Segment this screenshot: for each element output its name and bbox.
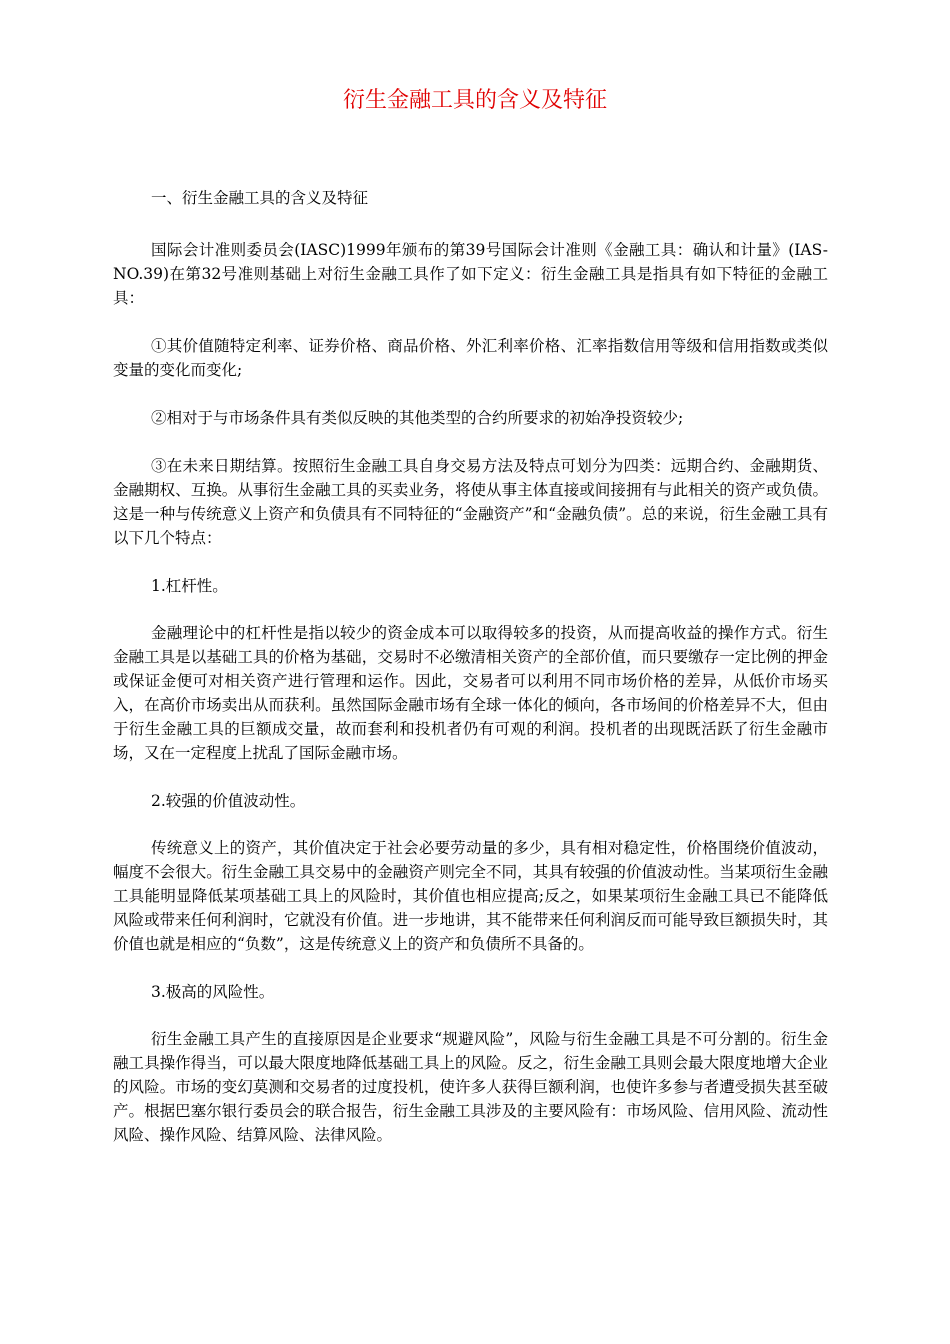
subheading-risk: 3.极高的风险性。 [151,983,275,1001]
feature-item-2: ②相对于与市场条件具有类似反映的其他类型的合约所要求的初始净投资较少; [151,409,684,427]
subheading-leverage: 1.杠杆性。 [151,577,228,595]
feature-item-1: ①其价值随特定利率、证券价格、商品价格、外汇利率价格、汇率指数信用等级和信用指数或类似变量的变化而变化; [113,337,828,379]
volatility-paragraph: 传统意义上的资产，其价值决定于社会必要劳动量的多少，具有相对稳定性，价格围绕价值波动，幅度不会很大。衍生金融工具交易中的金融资产则完全不同，其具有较强的价值波动性。当某项衍生金融工具能明显降低某项基础工具上的风险时，其价值也相应提高;反之，如果某项衍生金融工具已不能降低风险或带来任何利润时，它就没有价值。进一步地讲，其不能带来任何利润反而可能导致巨额损失时，其价值也就是相应的“负数”，这是传统意义上的资产和负债所不具备的。 [113,839,828,953]
document-body [113,186,828,1147]
definition-paragraph: 国际会计准则委员会(IASC)1999年颁布的第39号国际会计准则《金融工具：确认和计量》(IAS-NO.39)在第32号准则基础上对衍生金融工具作了如下定义：衍生金融工具是指具有如下特征的金融工具： [113,241,828,307]
risk-paragraph: 衍生金融工具产生的直接原因是企业要求“规避风险”，风险与衍生金融工具是不可分割的。衍生金融工具操作得当，可以最大限度地降低基础工具上的风险。反之，衍生金融工具则会最大限度地增大企业的风险。市场的变幻莫测和交易者的过度投机，使许多人获得巨额利润，也使许多参与者遭受损失甚至破产。根据巴塞尔银行委员会的联合报告，衍生金融工具涉及的主要风险有：市场风险、信用风险、流动性风险、操作风险、结算风险、法律风险。 [113,1030,828,1144]
section-heading: 一、衍生金融工具的含义及特征 [151,189,369,207]
feature-item-3: ③在未来日期结算。按照衍生金融工具自身交易方法及特点可划分为四类：远期合约、金融期货、金融期权、互换。从事衍生金融工具的买卖业务，将使从事主体直接或间接拥有与此相关的资产或负债。这是一种与传统意义上资产和负债具有不同特征的“金融资产”和“金融负债”。总的来说，衍生金融工具有以下几个特点： [113,457,828,547]
leverage-paragraph: 金融理论中的杠杆性是指以较少的资金成本可以取得较多的投资，从而提高收益的操作方式。衍生金融工具是以基础工具的价格为基础，交易时不必缴清相关资产的全部价值，而只要缴存一定比例的押金或保证金便可对相关资产进行管理和运作。因此，交易者可以利用不同市场价格的差异，从低价市场买入，在高价市场卖出从而获利。虽然国际金融市场有全球一体化的倾向，各市场间的价格差异不大，但由于衍生金融工具的巨额成交量，故而套利和投机者仍有可观的利润。投机者的出现既活跃了衍生金融市场，又在一定程度上扰乱了国际金融市场。 [113,624,828,762]
subheading-volatility: 2.较强的价值波动性。 [151,792,306,810]
page-title: 衍生金融工具的含义及特征 [342,88,607,113]
